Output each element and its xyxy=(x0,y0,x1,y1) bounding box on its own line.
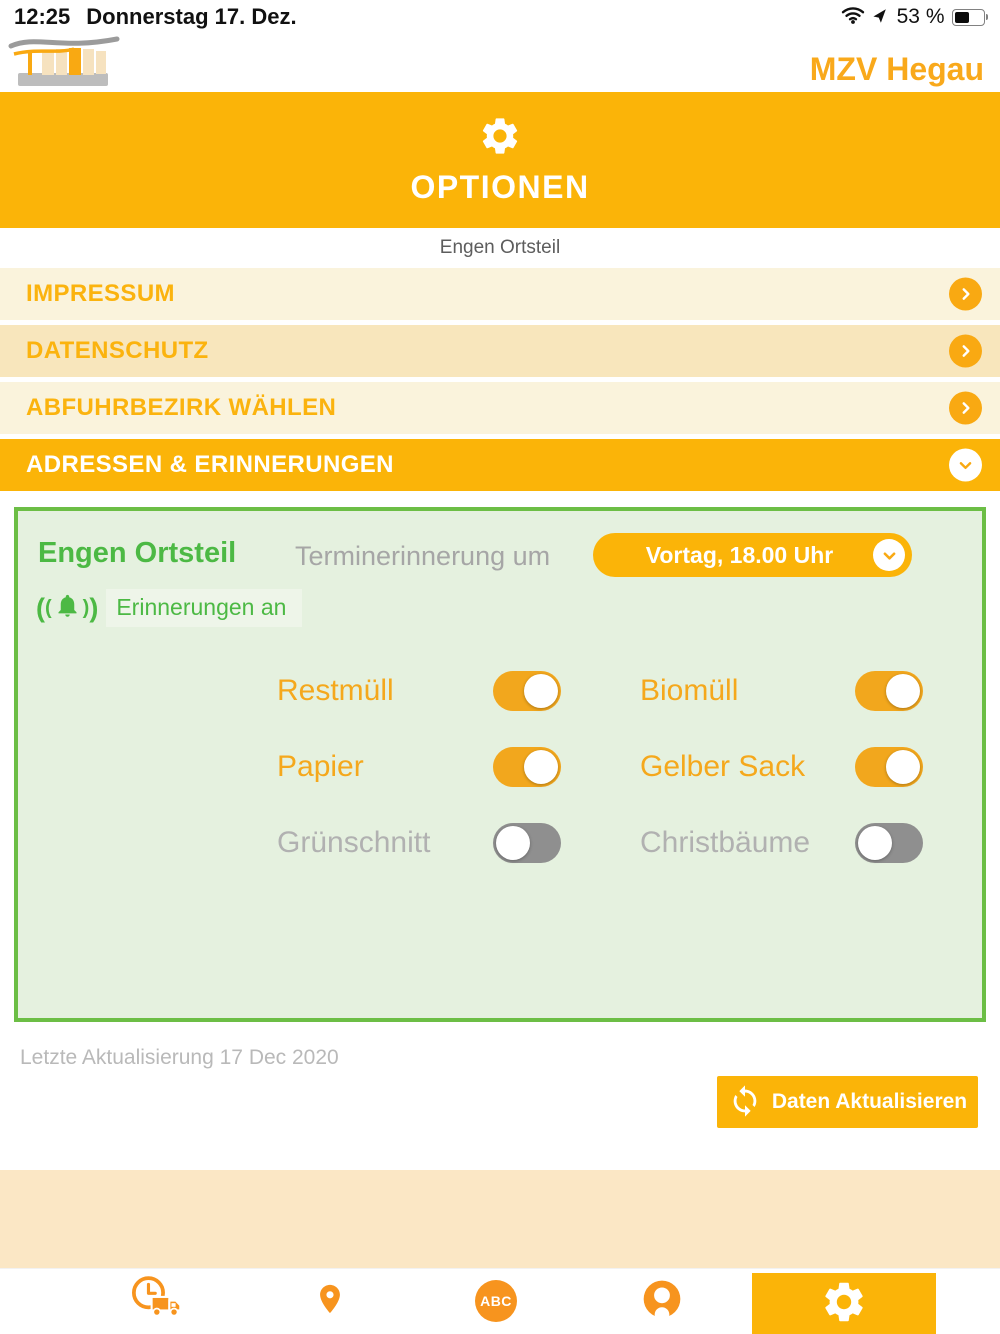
tab-collection-dates[interactable] xyxy=(126,1272,196,1330)
sound-wave-decoration: ( xyxy=(36,593,45,623)
toggle-row xyxy=(18,821,982,865)
chevron-right-icon[interactable] xyxy=(949,392,982,425)
chevron-down-icon[interactable] xyxy=(873,539,905,571)
page-title: OPTIONEN xyxy=(410,169,590,205)
battery-percent: 53 % xyxy=(896,5,945,28)
battery-icon xyxy=(952,9,989,26)
toggle-gelber-sack[interactable] xyxy=(855,747,923,787)
toggle-label-christbaeume: Christbäume xyxy=(640,826,811,859)
app-logo-icon xyxy=(8,34,120,93)
status-time: 12:25 xyxy=(14,4,71,29)
location-subtitle: Engen Ortsteil xyxy=(0,228,1000,268)
refresh-button-label: Daten Aktualisieren xyxy=(771,1090,968,1113)
tab-contact[interactable] xyxy=(638,1272,686,1330)
district-name: Engen Ortsteil xyxy=(38,537,237,569)
header xyxy=(0,30,1000,92)
refresh-data-button[interactable] xyxy=(717,1076,978,1128)
toggle-restmuell[interactable] xyxy=(493,671,561,711)
reminder-time-value: Vortag, 18.00 Uhr xyxy=(645,541,834,568)
reminder-panel xyxy=(14,507,986,1022)
toggle-label-gruenschnitt: Grünschnitt xyxy=(277,826,431,859)
toggle-papier[interactable] xyxy=(493,747,561,787)
menu-item-datenschutz[interactable] xyxy=(0,325,1000,377)
last-update-text: Letzte Aktualisierung 17 Dec 2020 xyxy=(20,1046,339,1069)
chevron-down-icon[interactable] xyxy=(949,449,982,482)
sound-wave-decoration: ) xyxy=(89,593,99,623)
menu-item-label: IMPRESSUM xyxy=(26,280,175,307)
reminder-time-label: Terminerinnerung um xyxy=(295,541,551,571)
tab-abc-index[interactable] xyxy=(472,1272,520,1330)
sound-wave-decoration: ) xyxy=(82,597,90,619)
bell-icon xyxy=(52,591,83,625)
menu-item-impressum[interactable] xyxy=(0,268,1000,320)
gear-icon xyxy=(478,114,522,163)
menu-item-label: DATENSCHUTZ xyxy=(26,337,209,364)
truck-clock-icon xyxy=(130,1275,192,1328)
gear-icon xyxy=(820,1278,868,1331)
toggle-row xyxy=(18,669,982,713)
toggle-label-restmuell: Restmüll xyxy=(277,674,394,707)
map-pin-icon xyxy=(313,1277,347,1326)
toggle-christbaeume[interactable] xyxy=(855,823,923,863)
reminder-time-select[interactable] xyxy=(593,533,912,577)
menu-item-abfuhrbezirk[interactable] xyxy=(0,382,1000,434)
status-date: Donnerstag 17. Dez. xyxy=(86,4,297,29)
wifi-icon xyxy=(841,6,865,29)
person-icon xyxy=(640,1277,684,1326)
tab-settings[interactable] xyxy=(752,1273,936,1334)
menu-item-label: ADRESSEN & ERINNERUNGEN xyxy=(26,451,394,478)
chevron-right-icon[interactable] xyxy=(949,278,982,311)
abc-icon xyxy=(475,1280,517,1322)
sound-wave-decoration: ( xyxy=(45,597,52,619)
toggle-label-biomuell: Biomüll xyxy=(640,674,739,707)
toggle-label-gelber-sack: Gelber Sack xyxy=(640,750,806,783)
chevron-right-icon[interactable] xyxy=(949,335,982,368)
status-bar xyxy=(0,0,1000,30)
app-title: MZV Hegau xyxy=(809,51,984,87)
reminders-heading-row xyxy=(36,589,302,627)
location-arrow-icon xyxy=(872,6,890,29)
tab-locations[interactable] xyxy=(306,1272,354,1330)
bottom-decoration-band xyxy=(0,1170,1000,1268)
options-menu xyxy=(0,268,1000,496)
reminders-heading: Erinnerungen an xyxy=(106,589,302,627)
sync-icon xyxy=(728,1084,762,1121)
menu-item-label: ABFUHRBEZIRK WÄHLEN xyxy=(26,394,337,421)
menu-item-adressen-erinnerungen[interactable] xyxy=(0,439,1000,491)
toggle-biomuell[interactable] xyxy=(855,671,923,711)
options-banner xyxy=(0,92,1000,228)
toggle-label-papier: Papier xyxy=(277,750,364,783)
abc-icon-label: ABC xyxy=(480,1293,512,1309)
toggle-row xyxy=(18,745,982,789)
toggle-gruenschnitt[interactable] xyxy=(493,823,561,863)
tab-bar xyxy=(0,1268,1000,1334)
